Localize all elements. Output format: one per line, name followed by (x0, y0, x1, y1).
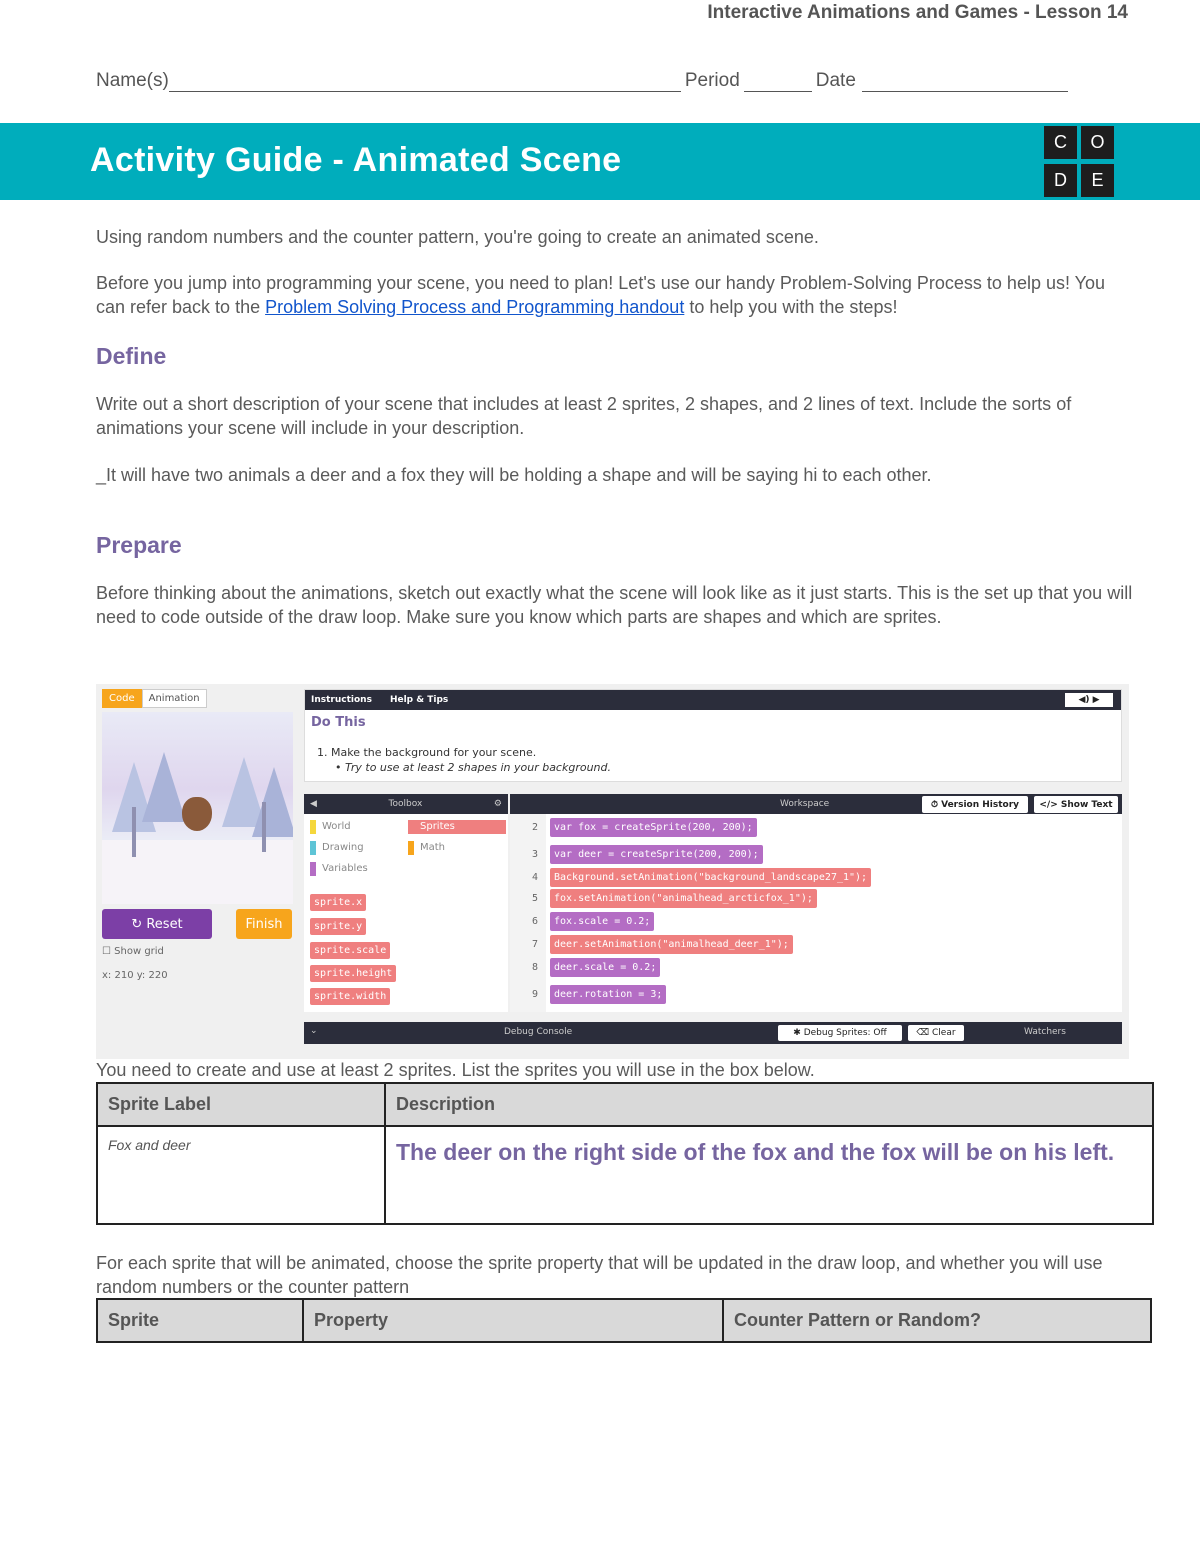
table-header: Description (385, 1083, 1153, 1126)
code-line[interactable]: deer.rotation = 3; (550, 985, 666, 1004)
table-row (97, 1126, 1153, 1224)
debug-sprites-label: Debug Sprites: Off (803, 1028, 887, 1038)
code-line[interactable]: deer.setAnimation("animalhead_deer_1"); (550, 935, 793, 954)
category-world[interactable]: World (310, 820, 351, 834)
prepare-prompt: Before thinking about the animations, sketch out exactly what the scene will look like as it just starts. This is the set up that you will need to code outside of the draw loop. Make sure you know which parts are shapes and which are sprites. (96, 583, 1133, 627)
collapse-icon[interactable]: ⌄ (310, 1026, 318, 1036)
block-sprite-x[interactable]: sprite.x (310, 894, 366, 911)
clear-label: Clear (932, 1028, 956, 1038)
instructions-bar (305, 690, 1121, 710)
code-logo (1044, 126, 1116, 198)
code-line[interactable]: Background.setAnimation("background_landscape27_1"); (550, 868, 871, 887)
period-blank[interactable] (744, 72, 812, 92)
define-prompt: Write out a short description of your scene that includes at least 2 sprites, 2 shapes, and 2 lines of text. Include the sorts of animations your scene will include in your description. (96, 394, 1072, 438)
table-header-row (97, 1299, 1151, 1342)
name-period-date-line (96, 70, 1068, 92)
mode-tabs (102, 689, 207, 708)
line-number: 4 (531, 872, 538, 883)
version-history-button[interactable]: ⏱ Version History (922, 796, 1028, 813)
show-grid-label: Show grid (114, 946, 164, 957)
code-line[interactable]: deer.scale = 0.2; (550, 958, 660, 977)
tree-shape (132, 807, 136, 857)
code-line[interactable]: fox.scale = 0.2; (550, 912, 654, 931)
block-sprite-scale[interactable]: sprite.scale (310, 942, 390, 959)
show-text-button[interactable]: </> Show Text (1034, 796, 1118, 813)
line-number: 9 (531, 989, 538, 1000)
line-number: 8 (531, 962, 538, 973)
line-number: 2 (531, 822, 538, 833)
animation-table (96, 1298, 1152, 1343)
sprites-caption: You need to create and use at least 2 sprites. List the sprites you will use in the box below. (96, 1060, 815, 1080)
workspace-title: Workspace (780, 799, 830, 809)
workspace-bar (510, 794, 1122, 814)
category-math[interactable]: Math (408, 841, 445, 855)
tab-help[interactable]: Help & Tips (389, 695, 449, 705)
reset-label: Reset (146, 916, 183, 932)
table-header: Property (303, 1299, 723, 1342)
table-header-row (97, 1083, 1153, 1126)
table-header: Sprite Label (97, 1083, 385, 1126)
toolbox-panel (304, 794, 508, 1012)
handout-link[interactable]: Problem Solving Process and Programming handout (265, 297, 685, 317)
page-title: Activity Guide - Animated Scene (90, 141, 622, 179)
line-number: 3 (531, 849, 538, 860)
title-banner (0, 123, 1200, 200)
table-cell[interactable]: The deer on the right side of the fox and the fox will be on his left. (385, 1126, 1153, 1224)
gamelab-screenshot (96, 684, 1129, 1059)
clear-button[interactable]: ⌫ Clear (908, 1025, 964, 1041)
tab-code[interactable]: Code (102, 689, 142, 708)
sprites-table (96, 1082, 1154, 1225)
show-grid-checkbox[interactable]: ☐ Show grid (102, 946, 164, 957)
debug-sprites-button[interactable]: ✱ Debug Sprites: Off (778, 1025, 902, 1041)
lesson-header: Interactive Animations and Games - Lesson 14 (707, 2, 1128, 23)
define-heading: Define (96, 343, 167, 369)
logo-letter: D (1044, 164, 1077, 197)
show-text-label: Show Text (1060, 799, 1113, 810)
line-number: 6 (531, 916, 538, 927)
animate-caption: For each sprite that will be animated, choose the sprite property that will be updated in the draw loop, and whether you will use random numbers or the counter pattern (96, 1253, 1103, 1297)
workspace-panel (510, 794, 1122, 1012)
category-variables[interactable]: Variables (310, 862, 368, 876)
prepare-heading: Prepare (96, 532, 182, 558)
intro-paragraph-2 (96, 271, 1136, 319)
finish-button[interactable]: Finish (236, 909, 292, 939)
coords-readout: x: 210 y: 220 (102, 970, 168, 981)
gear-icon[interactable]: ⚙ (493, 799, 502, 809)
table-header: Sprite (97, 1299, 303, 1342)
block-sprite-y[interactable]: sprite.y (310, 918, 366, 935)
toolbox-title: Toolbox (388, 799, 423, 809)
table-cell[interactable]: Fox and deer (97, 1126, 385, 1224)
audio-play-icon[interactable]: ◀) ▶ (1065, 693, 1113, 707)
debug-console-bar (304, 1022, 1122, 1044)
table-header: Counter Pattern or Random? (723, 1299, 1151, 1342)
code-line[interactable]: var deer = createSprite(200, 200); (550, 845, 763, 864)
watchers-title: Watchers (1024, 1027, 1066, 1037)
intro-paragraph-1: Using random numbers and the counter pattern, you're going to create an animated scene. (96, 227, 819, 247)
instruction-substep: • Try to use at least 2 shapes in your background. (335, 761, 612, 774)
category-drawing[interactable]: Drawing (310, 841, 364, 855)
line-gutter (510, 814, 546, 1012)
tab-animation[interactable]: Animation (142, 689, 207, 708)
code-line[interactable]: var fox = createSprite(200, 200); (550, 818, 757, 837)
tree-shape (262, 802, 266, 852)
intro-text-end: to help you with the steps! (684, 297, 898, 317)
logo-letter: E (1081, 164, 1114, 197)
date-blank[interactable] (862, 72, 1068, 92)
name-blank[interactable] (169, 72, 681, 92)
logo-letter: C (1044, 126, 1077, 159)
date-label: Date (815, 70, 856, 91)
line-number: 7 (531, 939, 538, 950)
line-number: 5 (531, 893, 538, 904)
reset-button[interactable]: ↻ Reset (102, 909, 212, 939)
mountain-shape (252, 767, 293, 837)
instructions-panel (304, 689, 1122, 782)
logo-letter: O (1081, 126, 1114, 159)
category-sprites[interactable]: Sprites (408, 820, 506, 834)
instruction-step: 1. Make the background for your scene. (317, 746, 537, 759)
do-this-heading: Do This (311, 715, 366, 730)
define-answer[interactable]: _It will have two animals a deer and a fox they will be holding a shape and will be saying hi to each other. (96, 465, 932, 485)
code-line[interactable]: fox.setAnimation("animalhead_arcticfox_1"); (550, 889, 817, 908)
tab-instructions[interactable]: Instructions (311, 695, 372, 705)
mountain-shape (142, 752, 186, 822)
collapse-icon[interactable]: ◀ (310, 799, 317, 809)
intro-text: Before you jump into programming your scene, you need to plan! Let's use our handy Problem-Solving Process to help us! You can refer back to the (96, 273, 1106, 317)
name-label: Name(s) (96, 70, 169, 91)
debug-console-title: Debug Console (504, 1027, 573, 1037)
toolbox-bar (304, 794, 508, 814)
block-sprite-height[interactable]: sprite.height (310, 965, 396, 982)
version-history-label: Version History (941, 799, 1020, 810)
period-label: Period (684, 70, 740, 91)
game-stage (102, 712, 293, 904)
block-sprite-width[interactable]: sprite.width (310, 988, 390, 1005)
deer-sprite-icon (182, 797, 212, 831)
